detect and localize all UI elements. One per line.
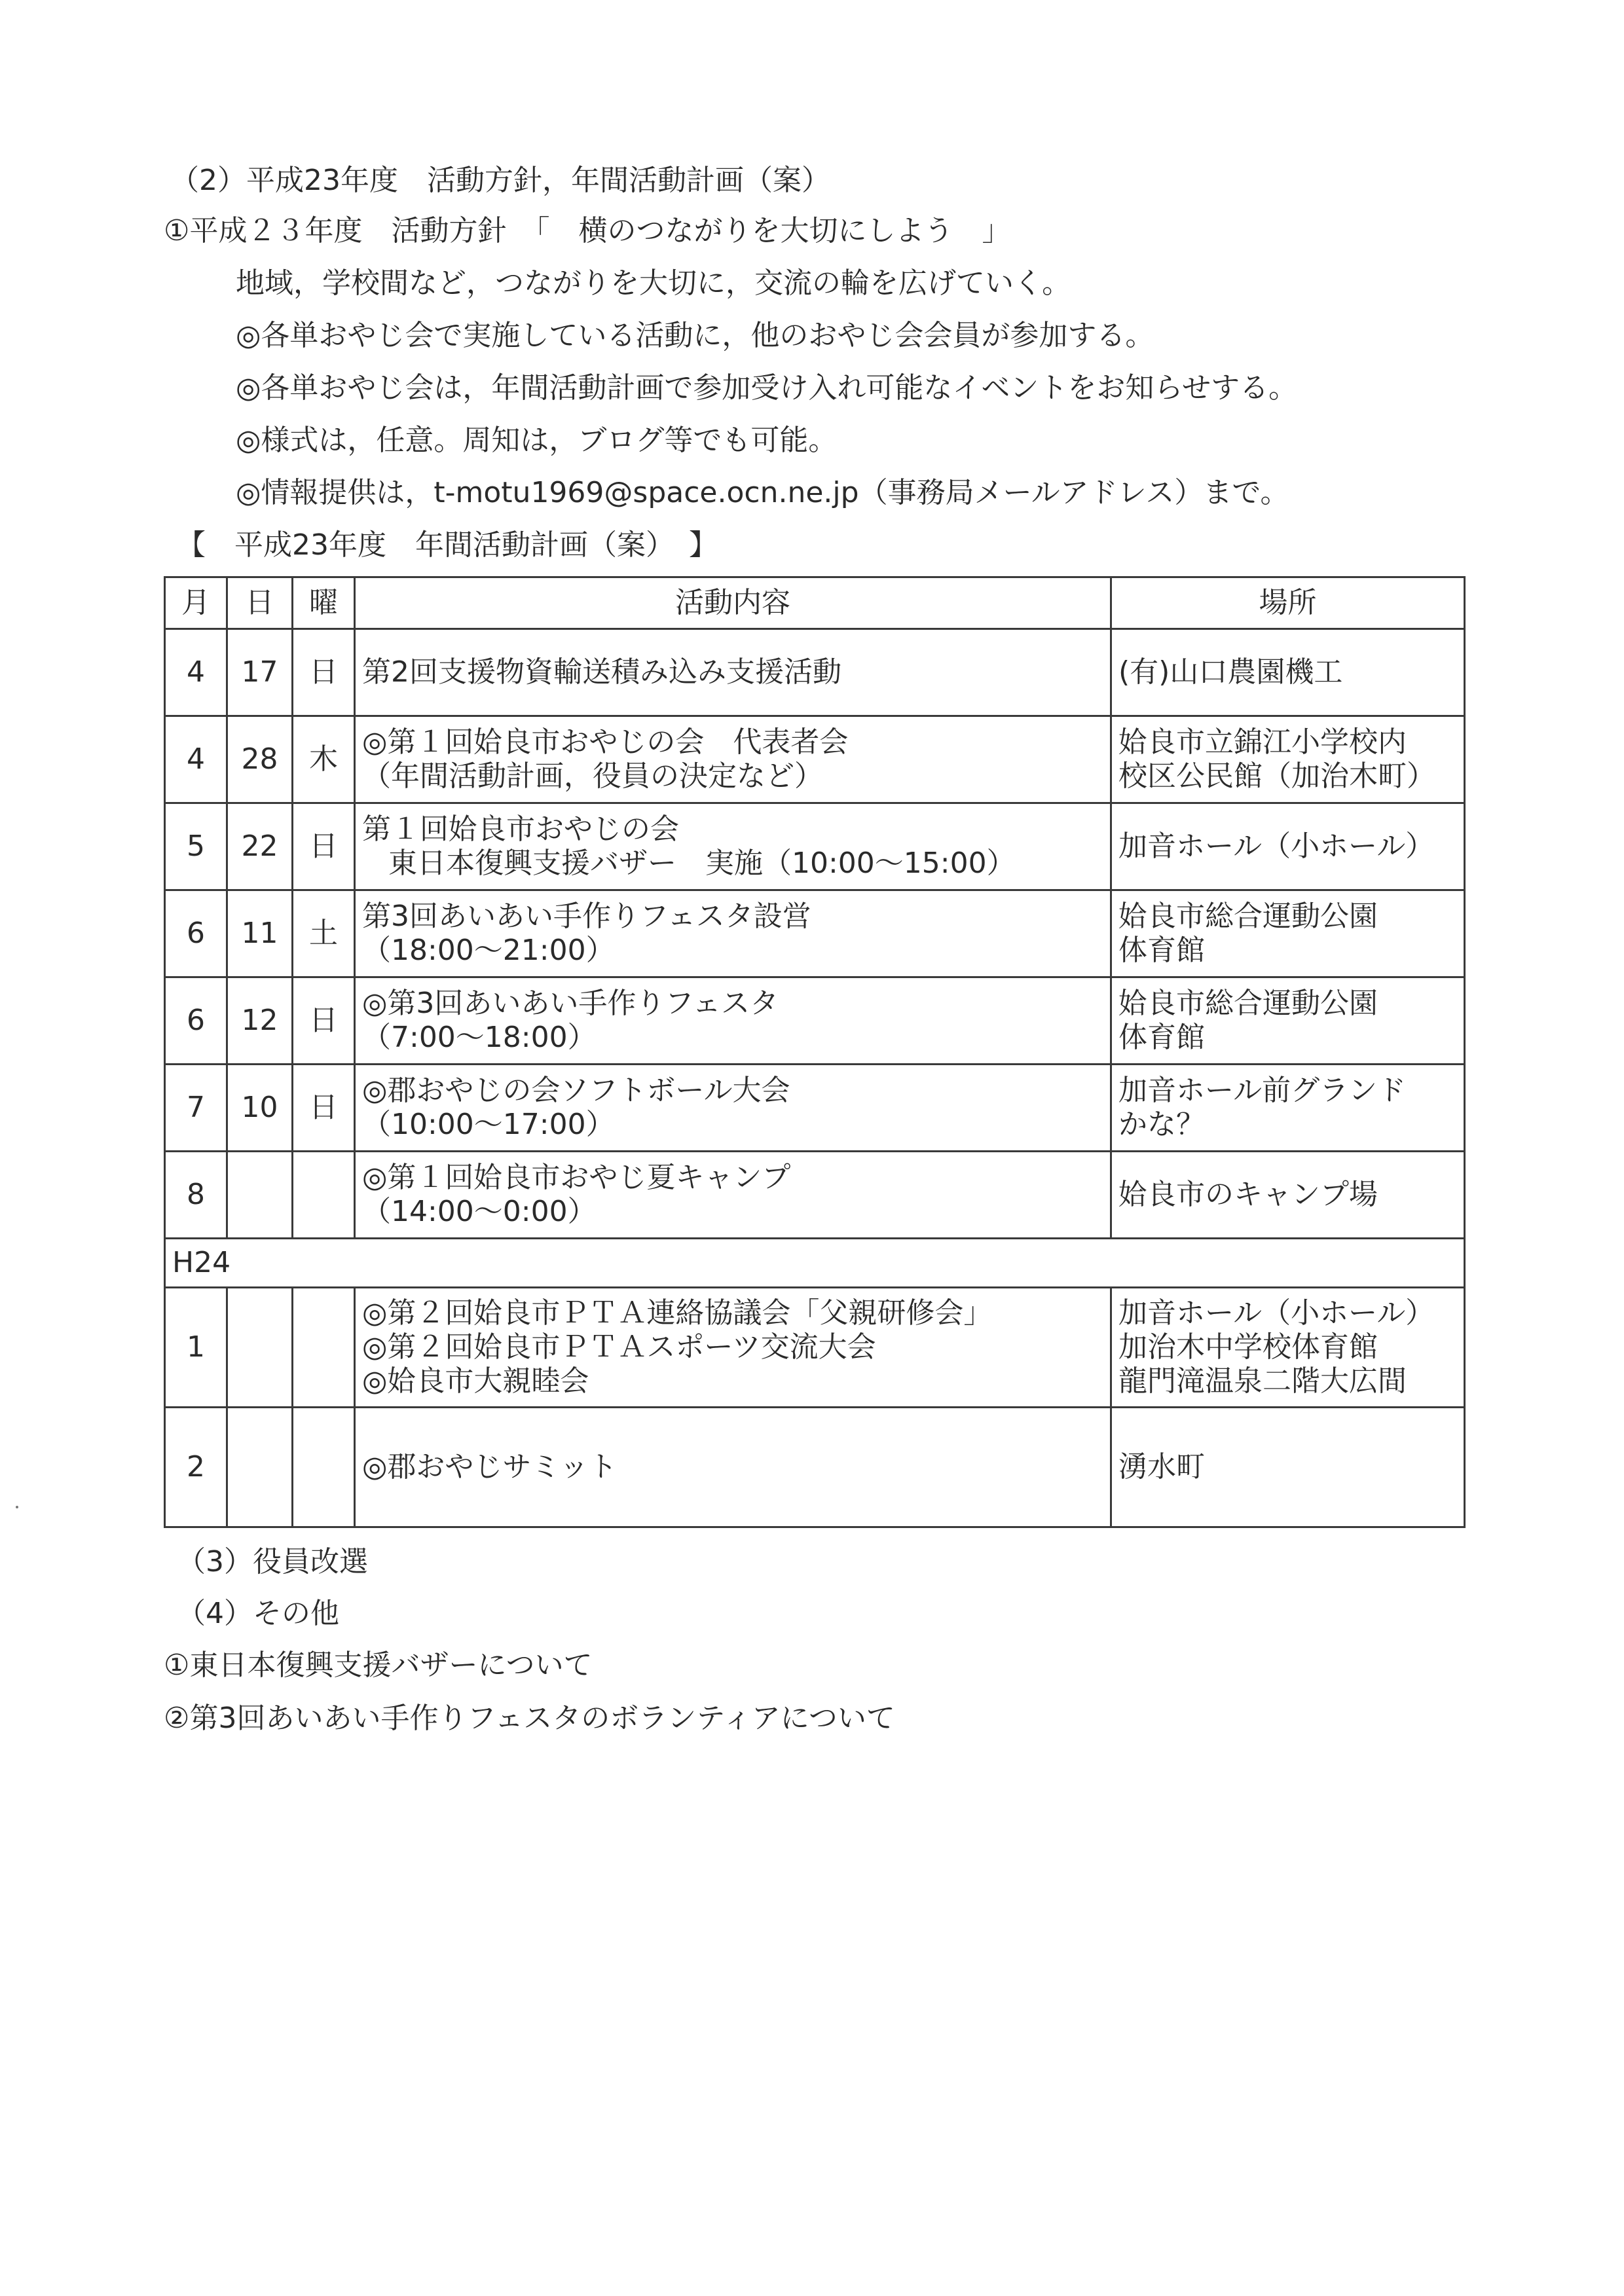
content-line: ◎第3回あいあい手作りフェスタ bbox=[362, 987, 779, 1020]
cell-day: 12 bbox=[227, 977, 293, 1065]
header-content: 活動内容 bbox=[355, 577, 1111, 629]
header-place: 場所 bbox=[1111, 577, 1465, 629]
header-month: 月 bbox=[165, 577, 227, 629]
content-line: 第3回あいあい手作りフェスタ設営 bbox=[362, 900, 811, 933]
policy-line: ◎各単おやじ会は，年間活動計画で参加受け入れ可能なイベントをお知らせする。 bbox=[236, 371, 1298, 405]
policy-title: ①平成２３年度 活動方針 「 横のつながりを大切にしよう 」 bbox=[164, 214, 1011, 247]
year-label: H24 bbox=[165, 1239, 1465, 1288]
table-row bbox=[165, 803, 1465, 890]
policy-line-contact: ◎情報提供は，t-motu1969@space.ocn.ne.jp（事務局メールアドレス）まで。 bbox=[236, 476, 1289, 509]
cell-place bbox=[1111, 1065, 1465, 1152]
cell-content bbox=[355, 1152, 1111, 1239]
place-line: (有)山口農園機工 bbox=[1118, 655, 1343, 689]
cell-place bbox=[1111, 1408, 1465, 1527]
place-line: 校区公民館（加治木町） bbox=[1118, 759, 1435, 793]
table-row bbox=[165, 1288, 1465, 1408]
other-item-2: ②第3回あいあい手作りフェスタのボランティアについて bbox=[164, 1702, 895, 1735]
content-line: （7:00〜18:00） bbox=[362, 1021, 597, 1054]
cell-content bbox=[355, 1288, 1111, 1408]
table-row bbox=[165, 716, 1465, 803]
place-line: 龍門滝温泉二階大広間 bbox=[1118, 1364, 1407, 1398]
place-line: 体育館 bbox=[1118, 1021, 1205, 1054]
cell-day bbox=[227, 1152, 293, 1239]
table-row bbox=[165, 629, 1465, 716]
cell-content bbox=[355, 803, 1111, 890]
place-line: かな？ bbox=[1118, 1108, 1205, 1141]
cell-month: 2 bbox=[165, 1408, 227, 1527]
cell-dow: 日 bbox=[293, 803, 355, 890]
cell-day bbox=[227, 1288, 293, 1408]
cell-place bbox=[1111, 629, 1465, 716]
cell-dow: 日 bbox=[293, 629, 355, 716]
cell-content bbox=[355, 716, 1111, 803]
cell-dow: 土 bbox=[293, 890, 355, 977]
table-year-row bbox=[165, 1239, 1465, 1288]
cell-day: 10 bbox=[227, 1065, 293, 1152]
cell-day: 28 bbox=[227, 716, 293, 803]
table-header-row bbox=[165, 577, 1465, 629]
content-line: ◎第１回姶良市おやじの会 代表者会 bbox=[362, 725, 849, 759]
cell-content bbox=[355, 977, 1111, 1065]
cell-month: 5 bbox=[165, 803, 227, 890]
policy-line: ◎各単おやじ会で実施している活動に，他のおやじ会会員が参加する。 bbox=[236, 319, 1154, 352]
cell-month: 4 bbox=[165, 629, 227, 716]
policy-line: 地域，学校間など，つながりを大切に，交流の輪を広げていく。 bbox=[236, 266, 1071, 300]
cell-month: 4 bbox=[165, 716, 227, 803]
table-row bbox=[165, 1152, 1465, 1239]
content-line: ◎郡おやじサミット bbox=[362, 1450, 618, 1484]
section-2-heading: （2）平成23年度 活動方針，年間活動計画（案） bbox=[170, 164, 830, 197]
cell-dow bbox=[293, 1288, 355, 1408]
other-item-1: ①東日本復興支援バザーについて bbox=[164, 1649, 593, 1682]
header-day: 日 bbox=[227, 577, 293, 629]
cell-day bbox=[227, 1408, 293, 1527]
cell-day: 11 bbox=[227, 890, 293, 977]
cell-place bbox=[1111, 1288, 1465, 1408]
content-line: （10:00〜17:00） bbox=[362, 1108, 615, 1141]
cell-place bbox=[1111, 977, 1465, 1065]
content-line: ◎姶良市大親睦会 bbox=[362, 1364, 589, 1398]
cell-day: 22 bbox=[227, 803, 293, 890]
table-row bbox=[165, 1408, 1465, 1527]
place-line: 姶良市のキャンプ場 bbox=[1118, 1178, 1378, 1211]
cell-place bbox=[1111, 803, 1465, 890]
cell-day: 17 bbox=[227, 629, 293, 716]
place-line: 姶良市総合運動公園 bbox=[1118, 987, 1378, 1020]
content-line: 第１回姶良市おやじの会 bbox=[362, 812, 679, 846]
place-line: 加音ホール（小ホール） bbox=[1118, 829, 1435, 863]
cell-place bbox=[1111, 1152, 1465, 1239]
cell-content bbox=[355, 890, 1111, 977]
place-line: 姶良市立錦江小学校内 bbox=[1118, 725, 1407, 759]
cell-dow bbox=[293, 1408, 355, 1527]
section-4-heading: （4）その他 bbox=[177, 1597, 339, 1630]
activity-plan-table bbox=[164, 576, 1466, 1528]
content-line: ◎郡おやじの会ソフトボール大会 bbox=[362, 1074, 790, 1107]
section-3-heading: （3）役員改選 bbox=[177, 1545, 368, 1578]
cell-dow: 木 bbox=[293, 716, 355, 803]
content-line: （18:00〜21:00） bbox=[362, 934, 615, 967]
table-row bbox=[165, 890, 1465, 977]
cell-place bbox=[1111, 890, 1465, 977]
policy-line: ◎様式は，任意。周知は，ブログ等でも可能。 bbox=[236, 424, 838, 457]
content-line: ◎第２回姶良市ＰＴＡスポーツ交流大会 bbox=[362, 1330, 876, 1364]
plan-caption: 【 平成23年度 年間活動計画（案） 】 bbox=[177, 528, 718, 562]
cell-month: 7 bbox=[165, 1065, 227, 1152]
content-line: （年間活動計画，役員の決定など） bbox=[362, 759, 823, 793]
cell-content bbox=[355, 1408, 1111, 1527]
scan-speck bbox=[16, 1506, 18, 1508]
cell-month: 6 bbox=[165, 890, 227, 977]
cell-place bbox=[1111, 716, 1465, 803]
cell-month: 1 bbox=[165, 1288, 227, 1408]
content-line: ◎第２回姶良市ＰＴＡ連絡協議会「父親研修会」 bbox=[362, 1296, 993, 1330]
place-line: 加治木中学校体育館 bbox=[1118, 1330, 1378, 1364]
content-line: 第2回支援物資輸送積み込み支援活動 bbox=[362, 655, 841, 689]
cell-dow bbox=[293, 1152, 355, 1239]
place-line: 体育館 bbox=[1118, 934, 1205, 967]
cell-month: 6 bbox=[165, 977, 227, 1065]
place-line: 湧水町 bbox=[1118, 1450, 1205, 1484]
table-row bbox=[165, 1065, 1465, 1152]
content-line: ◎第１回姶良市おやじ夏キャンプ bbox=[362, 1161, 791, 1194]
content-line: 東日本復興支援バザー 実施（10:00〜15:00） bbox=[388, 847, 1016, 880]
place-line: 加音ホール（小ホール） bbox=[1118, 1296, 1435, 1330]
content-line: （14:00〜0:00） bbox=[362, 1195, 597, 1228]
place-line: 加音ホール前グランド bbox=[1118, 1074, 1407, 1107]
cell-content bbox=[355, 1065, 1111, 1152]
cell-dow: 日 bbox=[293, 1065, 355, 1152]
header-dow: 曜 bbox=[293, 577, 355, 629]
cell-dow: 日 bbox=[293, 977, 355, 1065]
table-row bbox=[165, 977, 1465, 1065]
cell-month: 8 bbox=[165, 1152, 227, 1239]
place-line: 姶良市総合運動公園 bbox=[1118, 900, 1378, 933]
cell-content bbox=[355, 629, 1111, 716]
